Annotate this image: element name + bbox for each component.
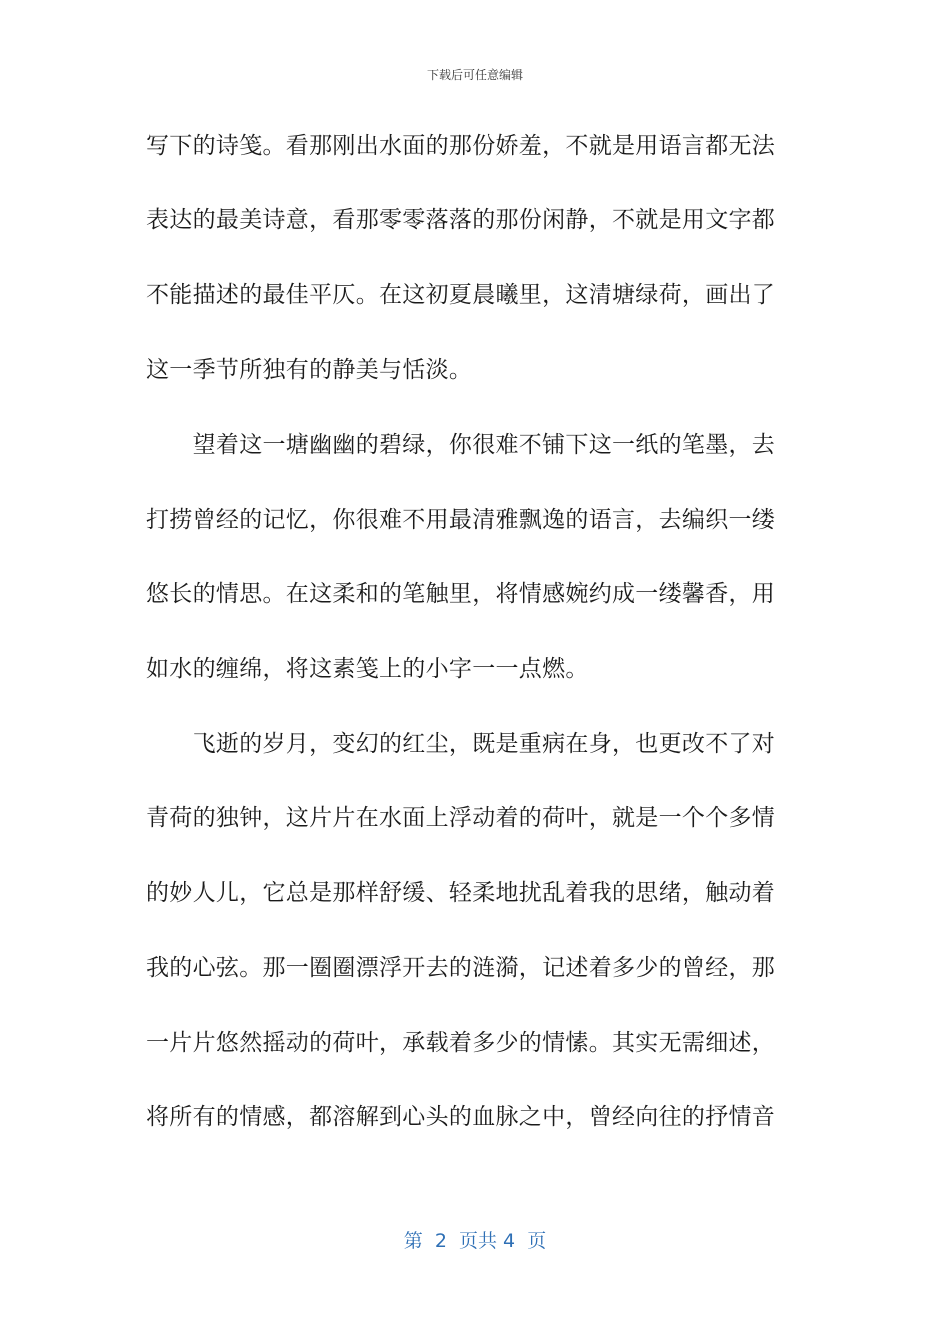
text-line: 的妙人儿，它总是那样舒缓、轻柔地扰乱着我的思绪，触动着 bbox=[146, 880, 776, 906]
text-line: 飞逝的岁月，变幻的红尘，既是重病在身，也更改不了对 bbox=[146, 731, 776, 757]
text-line: 一片片悠然摇动的荷叶，承载着多少的情愫。其实无需细述， bbox=[146, 1030, 776, 1056]
text-line: 表达的最美诗意，看那零零落落的那份闲静，不就是用文字都 bbox=[146, 207, 776, 233]
text-line: 如水的缠绵，将这素笺上的小字一一点燃。 bbox=[146, 656, 589, 682]
text-line: 青荷的独钟，这片片在水面上浮动着的荷叶，就是一个个多情 bbox=[146, 805, 776, 831]
text-line: 将所有的情感，都溶解到心头的血脉之中，曾经向往的抒情音 bbox=[146, 1104, 776, 1130]
text-line: 打捞曾经的记忆，你很难不用最清雅飘逸的语言，去编织一缕 bbox=[146, 507, 776, 533]
page-number-footer: 第 2 页共 4 页 bbox=[403, 1230, 547, 1252]
text-line: 悠长的情思。在这柔和的笔触里，将情感婉约成一缕馨香，用 bbox=[146, 581, 776, 607]
page-header: 下载后可任意编辑 bbox=[426, 68, 523, 82]
text-line: 望着这一塘幽幽的碧绿，你很难不铺下这一纸的笔墨，去 bbox=[146, 432, 776, 458]
text-line: 写下的诗笺。看那刚出水面的那份娇羞，不就是用语言都无法 bbox=[146, 133, 776, 159]
text-line: 不能描述的最佳平仄。在这初夏晨曦里，这清塘绿荷，画出了 bbox=[146, 282, 776, 308]
text-line: 这一季节所独有的静美与恬淡。 bbox=[146, 357, 473, 383]
text-line: 我的心弦。那一圈圈漂浮开去的涟漪，记述着多少的曾经，那 bbox=[146, 955, 776, 981]
